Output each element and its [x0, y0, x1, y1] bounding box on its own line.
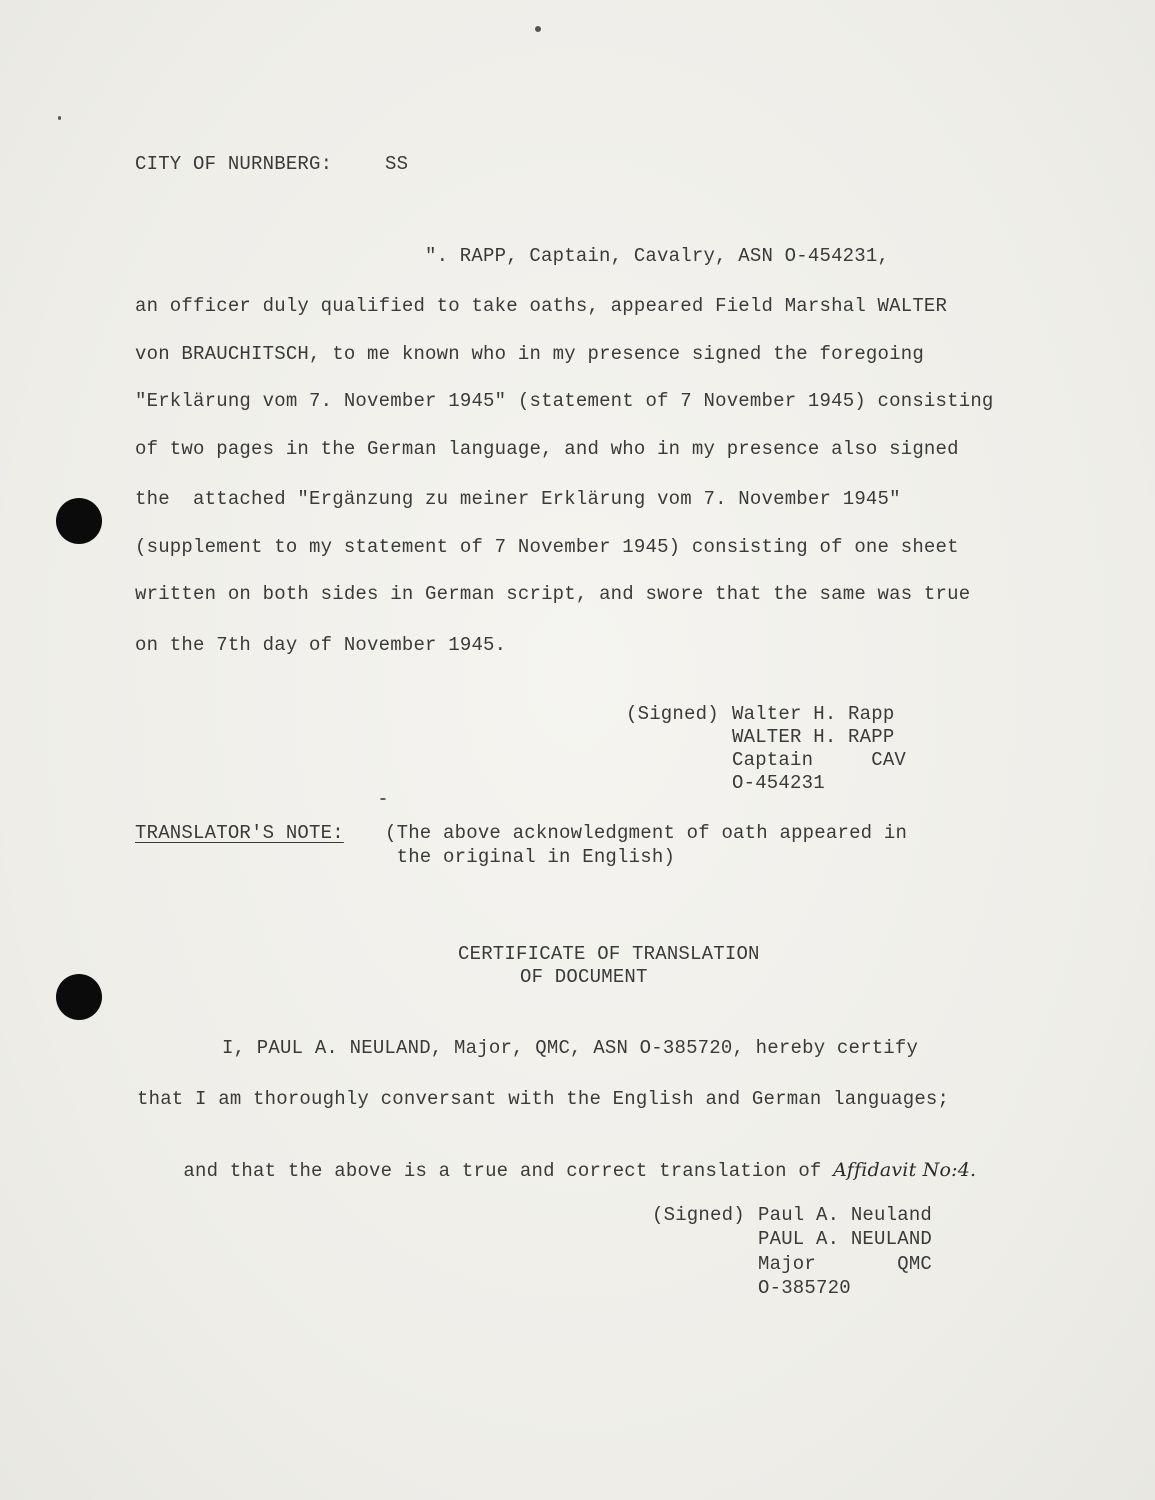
signature-2-serial: O-385720 [758, 1277, 851, 1299]
certificate-title: CERTIFICATE OF TRANSLATION [458, 943, 760, 965]
oath-line-3: von BRAUCHITSCH, to me known who in my presence signed the foregoing [135, 343, 924, 365]
affidavit-number: Affidavit No:4. [833, 1159, 977, 1181]
signature-2-name: Paul A. Neuland [758, 1204, 933, 1226]
venue-heading: CITY OF NURNBERG: [135, 153, 333, 175]
oath-line-7: (supplement to my statement of 7 November 1945) consisting of one sheet [135, 536, 959, 558]
signature-1-name: Walter H. Rapp [732, 703, 895, 725]
translators-note-line-2: the original in English) [385, 846, 676, 868]
certificate-subtitle: OF DOCUMENT [520, 966, 648, 988]
translators-note-label: TRANSLATOR'S NOTE: [135, 822, 344, 844]
signature-1-name-caps: WALTER H. RAPP [732, 726, 895, 748]
signature-2-name-caps: PAUL A. NEULAND [758, 1228, 933, 1250]
certificate-line-2: that I am thoroughly conversant with the English and German languages; [137, 1088, 950, 1110]
punch-hole-top [56, 498, 102, 544]
certificate-line-1: I, PAUL A. NEULAND, Major, QMC, ASN O-385720, hereby certify [222, 1037, 919, 1059]
ink-speck [58, 116, 61, 120]
oath-line-5: of two pages in the German language, and who in my presence also signed [135, 438, 959, 460]
ink-speck [535, 26, 541, 32]
signed-label-2: (Signed) [652, 1204, 745, 1226]
translators-note-line-1: (The above acknowledgment of oath appeared in [385, 822, 908, 844]
oath-line-6: the attached "Ergänzung zu meiner Erklärung vom 7. November 1945" [135, 488, 901, 510]
oath-line-9: on the 7th day of November 1945. [135, 634, 507, 656]
ss-marker: SS [385, 153, 409, 175]
signature-1-rank: Captain CAV [732, 749, 907, 771]
certificate-line-3-text: and that the above is a true and correct translation of [183, 1160, 834, 1182]
oath-line-1: ". RAPP, Captain, Cavalry, ASN O-454231, [425, 245, 890, 267]
punch-hole-bottom [56, 974, 102, 1020]
oath-line-4: "Erklärung vom 7. November 1945" (statement of 7 November 1945) consisting [135, 390, 994, 412]
ink-speck [380, 798, 386, 800]
certificate-line-3 [137, 1137, 976, 1204]
signature-2-rank: Major QMC [758, 1253, 933, 1275]
signed-label-1: (Signed) [626, 703, 719, 725]
oath-line-8: written on both sides in German script, and swore that the same was true [135, 583, 971, 605]
oath-line-2: an officer duly qualified to take oaths, appeared Field Marshal WALTER [135, 295, 948, 317]
signature-1-serial: O-454231 [732, 772, 825, 794]
